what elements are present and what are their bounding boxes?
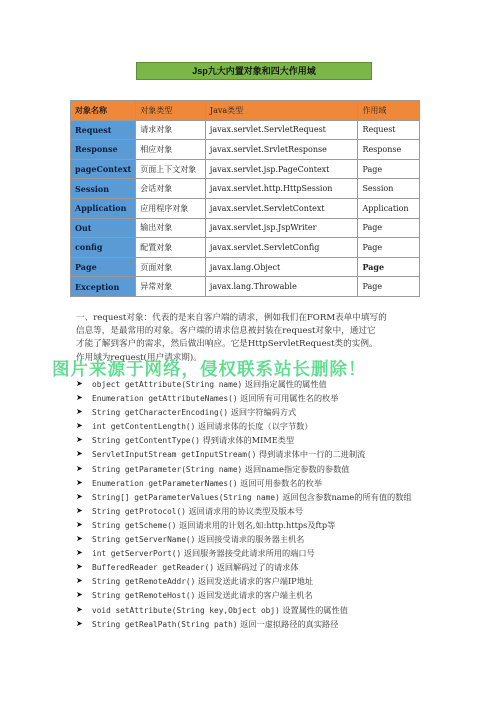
table-row — [71, 140, 420, 160]
cell-scope: Page — [358, 257, 420, 277]
cell-java-type: javax.servlet.jsp.PageContext — [205, 159, 358, 179]
cell-java-type: javax.servlet.http.HttpSession — [205, 179, 358, 199]
list-item — [76, 378, 436, 391]
method-signature: String getProtocol() — [92, 506, 186, 516]
table-row — [71, 159, 420, 179]
method-signature: void setAttribute(String key,Object obj) — [92, 605, 280, 615]
intro-line: 作用域为request(用户请求期)。 — [76, 352, 202, 363]
arrow-bullet-icon: ➤ — [76, 379, 83, 388]
method-signature: BufferedReader getReader() — [92, 563, 215, 573]
method-signature: String getParameter(String name) — [92, 464, 243, 474]
method-description: 返回请求用的协议类型及版本号 — [185, 505, 304, 516]
method-description: 返回接受请求的服务器主机名 — [195, 534, 305, 545]
table-row — [71, 238, 420, 258]
request-methods-list — [76, 378, 436, 632]
method-signature: String[] getParameterValues(String name) — [92, 492, 280, 502]
list-item — [76, 604, 436, 617]
cell-java-type: javax.servlet.ServletContext — [205, 198, 358, 218]
cell-object-name: Exception — [71, 277, 136, 297]
cell-object-type: 会话对象 — [136, 179, 206, 199]
cell-object-name: config — [71, 238, 136, 258]
arrow-bullet-icon: ➤ — [76, 505, 83, 515]
list-item — [76, 589, 436, 602]
list-item — [76, 547, 436, 560]
method-description: 返回name指定参数的参数值 — [242, 463, 350, 474]
method-description: 设置属性的属性值 — [279, 604, 348, 615]
list-item — [76, 463, 436, 476]
builtin-objects-table — [70, 100, 420, 297]
arrow-bullet-icon: ➤ — [76, 491, 83, 501]
method-description: 返回可用参数名的枚举 — [237, 477, 323, 488]
arrow-bullet-icon: ➤ — [76, 449, 83, 459]
intro-line: 才能了解到客户的需求，然后做出响应。它是HttpServletRequest类的实例。 — [76, 339, 378, 350]
intro-line: 一、request对象：代表的是来自客户端的请求，例如我们在FORM表单中填写的 — [76, 313, 387, 323]
arrow-bullet-icon: ➤ — [76, 590, 83, 600]
list-item — [76, 533, 436, 546]
document-title: Jsp九大内置对象和四大作用域 — [136, 62, 372, 80]
list-item — [76, 575, 436, 588]
header-object-type: 对象类型 — [136, 101, 206, 121]
cell-java-type: javax.servlet.ServletRequest — [205, 120, 358, 140]
method-signature: String getRemoteHost() — [92, 591, 196, 601]
cell-object-type: 页面对象 — [136, 257, 206, 277]
list-item — [76, 491, 436, 504]
watermark-text: 图片来源于网络，侵权联系站长删除！ — [52, 360, 367, 380]
method-signature: String getCharacterEncoding() — [92, 408, 229, 418]
cell-object-name: Response — [71, 140, 136, 160]
method-description: 返回请求用的计划名,如:http.https及ftp等 — [176, 519, 336, 530]
cell-scope: Application — [358, 198, 420, 218]
intro-line: 信息等，是最常用的对象。客户端的请求信息被封装在request对象中，通过它 — [76, 326, 376, 337]
cell-object-type: 应用程序对象 — [136, 198, 206, 218]
list-item — [76, 392, 436, 405]
cell-java-type: javax.servlet.SrvletResponse — [205, 140, 358, 160]
table-row — [71, 120, 420, 140]
list-item — [76, 434, 436, 447]
arrow-bullet-icon: ➤ — [76, 421, 83, 431]
method-description: 返回字符编码方式 — [228, 407, 297, 418]
list-item — [76, 618, 436, 631]
list-item — [76, 406, 436, 419]
arrow-bullet-icon: ➤ — [76, 618, 83, 628]
header-java-type: Java类型 — [205, 101, 358, 121]
method-description: 返回解码过了的请求体 — [214, 562, 299, 573]
list-item — [76, 420, 436, 433]
arrow-bullet-icon: ➤ — [76, 463, 83, 473]
cell-java-type: javax.servlet.ServletConfig — [205, 238, 358, 258]
cell-scope: Page — [358, 159, 420, 179]
arrow-bullet-icon: ➤ — [76, 576, 83, 586]
method-signature: String getRealPath(String path) — [92, 619, 238, 629]
method-description: 返回请求体的长度（以字节数） — [195, 421, 313, 432]
list-item — [76, 448, 436, 461]
table-row — [71, 218, 420, 238]
method-signature: ServletInputStream getInputStream() — [92, 450, 257, 460]
method-signature: String getServerName() — [92, 535, 196, 545]
arrow-bullet-icon: ➤ — [76, 477, 83, 487]
method-signature: int getContentLength() — [92, 422, 196, 432]
list-item — [76, 561, 436, 574]
header-scope: 作用域 — [358, 101, 420, 121]
cell-object-type: 异常对象 — [136, 277, 206, 297]
cell-object-name: Session — [71, 179, 136, 199]
method-description: 返回服务器接受此请求所用的端口号 — [181, 548, 315, 559]
cell-object-type: 请求对象 — [136, 120, 206, 140]
cell-java-type: javax.lang.Throwable — [205, 277, 358, 297]
list-item — [76, 505, 436, 518]
cell-scope: Page — [358, 238, 420, 258]
cell-object-name: Request — [71, 120, 136, 140]
method-description: 返回所有可用属性名的枚举 — [237, 393, 339, 404]
arrow-bullet-icon: ➤ — [76, 562, 83, 572]
cell-object-name: Out — [71, 218, 136, 238]
arrow-bullet-icon: ➤ — [76, 407, 83, 417]
method-description: 返回一虚拟路径的真实路径 — [237, 618, 339, 629]
cell-scope: Response — [358, 140, 420, 160]
method-signature: Enumeration getAttributeNames() — [92, 394, 238, 404]
table-row — [71, 277, 420, 297]
method-signature: String getScheme() — [92, 520, 177, 530]
cell-object-name: Application — [71, 198, 136, 218]
list-item — [76, 477, 436, 490]
method-signature: object getAttribute(String name) — [92, 380, 243, 389]
arrow-bullet-icon: ➤ — [76, 548, 83, 558]
cell-scope: Page — [358, 277, 420, 297]
cell-java-type: javax.servlet.jsp.JspWriter — [205, 218, 358, 238]
arrow-bullet-icon: ➤ — [76, 393, 83, 403]
method-description: 得到请求体的MIME类型 — [199, 435, 295, 446]
cell-object-type: 相应对象 — [136, 140, 206, 160]
table-row — [71, 198, 420, 218]
method-description: 返回发送此请求的客户端主机名 — [195, 590, 313, 601]
method-description: 返回包含参数name的所有值的数组 — [279, 491, 412, 502]
arrow-bullet-icon: ➤ — [76, 604, 83, 614]
method-signature: int getServerPort() — [92, 549, 182, 559]
arrow-bullet-icon: ➤ — [76, 519, 83, 529]
method-description: 返回发送此请求的客户端IP地址 — [195, 576, 314, 587]
cell-scope: Session — [358, 179, 420, 199]
method-signature: Enumeration getParameterNames() — [92, 478, 238, 488]
method-signature: String getRemoteAddr() — [92, 577, 196, 587]
list-item — [76, 519, 436, 532]
cell-object-type: 配置对象 — [136, 238, 206, 258]
cell-scope: Page — [358, 218, 420, 238]
header-object-name: 对象名称 — [71, 101, 136, 121]
table-header-row — [71, 101, 420, 121]
table-row — [71, 179, 420, 199]
arrow-bullet-icon: ➤ — [76, 435, 83, 445]
arrow-bullet-icon: ➤ — [76, 534, 83, 544]
method-description: 得到请求体中一行的二进制流 — [256, 449, 366, 460]
cell-object-type: 页面上下文对象 — [136, 159, 206, 179]
table-row — [71, 257, 420, 277]
cell-scope: Request — [358, 120, 420, 140]
cell-object-name: pageContext — [71, 159, 136, 179]
cell-object-type: 输出对象 — [136, 218, 206, 238]
cell-object-name: Page — [71, 257, 136, 277]
method-description: 返回指定属性的属性值 — [242, 379, 327, 389]
cell-java-type: javax.lang.Object — [205, 257, 358, 277]
method-signature: String getContentType() — [92, 436, 200, 446]
